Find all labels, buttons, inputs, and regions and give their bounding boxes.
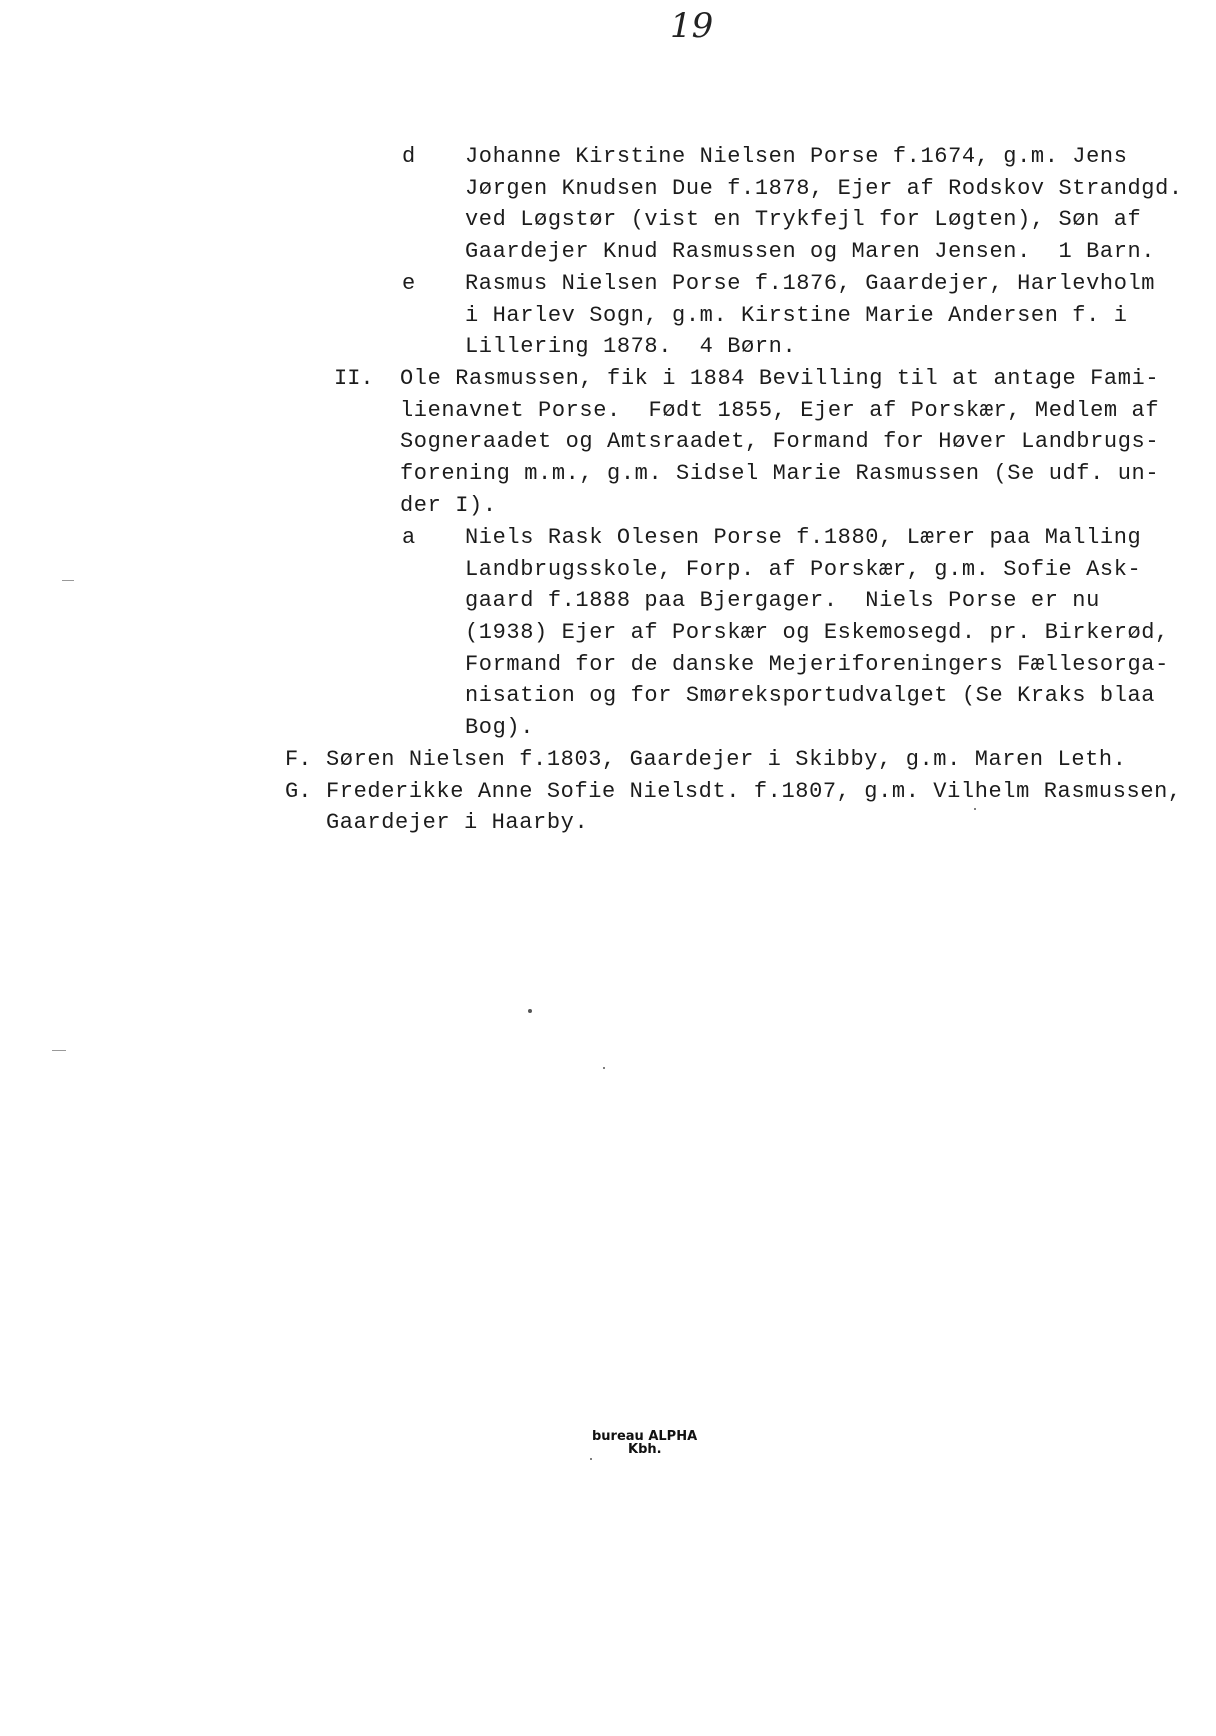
- entry-marker: II.: [334, 366, 374, 391]
- entry-line: Rasmus Nielsen Porse f.1876, Gaardejer, Harlevholm: [465, 271, 1156, 296]
- scan-speck: [590, 1458, 592, 1460]
- entry-line: nisation og for Smøreksportudvalget (Se Kraks blaa: [465, 683, 1156, 708]
- entry-line: ved Løgstør (vist en Trykfejl for Løgten), Søn af: [465, 207, 1142, 232]
- stamp-line-2: Kbh.: [628, 1442, 662, 1457]
- stamp-line-1: bureau ALPHA: [592, 1429, 698, 1444]
- entry-line: Johanne Kirstine Nielsen Porse f.1674, g.m. Jens: [465, 144, 1128, 169]
- scan-speck: [528, 1009, 532, 1013]
- entry-line: Landbrugsskole, Forp. af Porskær, g.m. Sofie Ask-: [465, 557, 1142, 582]
- entry-line: Lillering 1878. 4 Børn.: [465, 334, 797, 359]
- entry-line: Gaardejer i Haarby.: [326, 810, 589, 835]
- entry-line: lienavnet Porse. Født 1855, Ejer af Porskær, Medlem af: [400, 398, 1160, 423]
- entry-marker: G.: [285, 779, 312, 804]
- entry-line: Ole Rasmussen, fik i 1884 Bevilling til at antage Fami-: [400, 366, 1160, 391]
- entry-line: der I).: [400, 493, 497, 518]
- entry-marker: d: [402, 144, 416, 169]
- entry-line: Gaardejer Knud Rasmussen og Maren Jensen. 1 Barn.: [465, 239, 1156, 264]
- entry-line: Jørgen Knudsen Due f.1878, Ejer af Rodskov Strandgd.: [465, 176, 1183, 201]
- entry-marker: a: [402, 525, 416, 550]
- entry-line: gaard f.1888 paa Bjergager. Niels Porse er nu: [465, 588, 1100, 613]
- entry-line: forening m.m., g.m. Sidsel Marie Rasmussen (Se udf. un-: [400, 461, 1160, 486]
- scan-speck: [603, 1067, 605, 1069]
- entry-line: Formand for de danske Mejeriforeningers Fællesorga-: [465, 652, 1169, 677]
- entry-line: (1938) Ejer af Porskær og Eskemosegd. pr. Birkerød,: [465, 620, 1169, 645]
- entry-line: Bog).: [465, 715, 535, 740]
- entry-line: Søren Nielsen f.1803, Gaardejer i Skibby, g.m. Maren Leth.: [326, 747, 1127, 772]
- page-number: 19: [670, 6, 714, 46]
- scan-speck: [974, 808, 976, 810]
- entry-marker: F.: [285, 747, 312, 772]
- printer-stamp: [592, 1430, 697, 1456]
- scan-speck: [52, 1050, 66, 1051]
- entry-line: i Harlev Sogn, g.m. Kirstine Marie Andersen f. i: [465, 303, 1128, 328]
- entry-line: Niels Rask Olesen Porse f.1880, Lærer paa Malling: [465, 525, 1142, 550]
- entry-line: Sogneraadet og Amtsraadet, Formand for Høver Landbrugs-: [400, 429, 1160, 454]
- entry-line: Frederikke Anne Sofie Nielsdt. f.1807, g.m. Vilhelm Rasmussen,: [326, 779, 1182, 804]
- scan-speck: [62, 580, 74, 581]
- entry-marker: e: [402, 271, 416, 296]
